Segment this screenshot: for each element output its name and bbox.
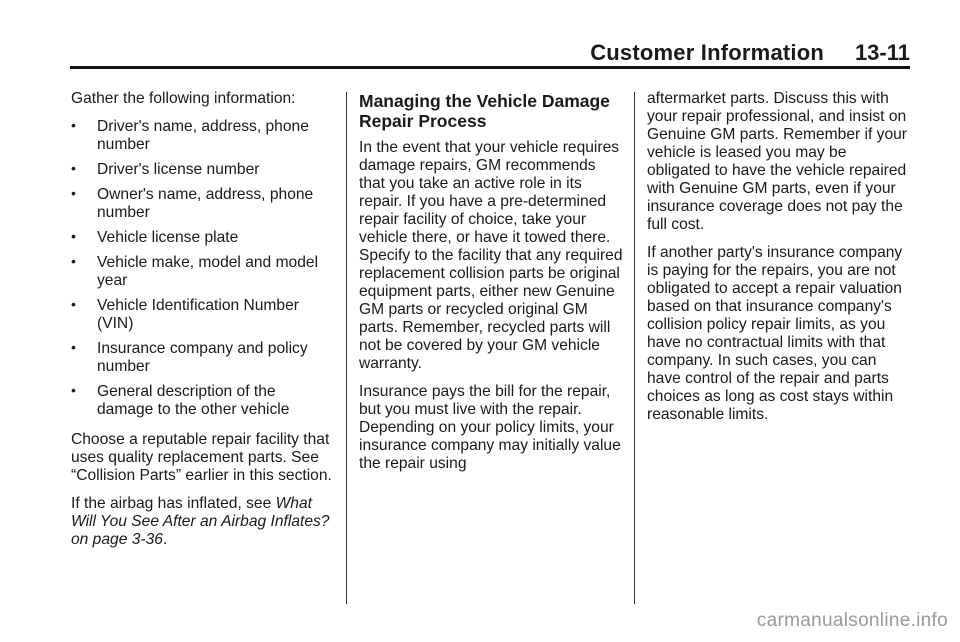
paragraph: If the airbag has inflated, see What Will You See After an Airbag Inflates? on page 3-36. — [71, 495, 330, 548]
column-divider — [634, 92, 635, 604]
paragraph: If another party's insurance company is paying for the repairs, you are not obligated to accept a repair valuation based on that insurance company's collision policy repair limits, as you have no contractual limits with that company. In such cases, you can have control of the repair and parts choices as long as cost stays within reasonable limits. — [647, 244, 903, 423]
paragraph: Choose a reputable repair facility that uses quality replacement parts. See “Collision Parts” earlier in this section. — [71, 431, 332, 484]
list-item: • Driver's license number — [71, 160, 260, 178]
intro-text: Gather the following information: — [71, 90, 296, 107]
column-right — [647, 90, 913, 434]
column-divider — [346, 92, 347, 604]
column-middle — [359, 90, 625, 483]
bullet-icon: • — [71, 339, 76, 355]
list-item: • Owner's name, address, phone number — [71, 185, 314, 221]
column-left — [71, 90, 333, 559]
paragraph: aftermarket parts. Discuss this with your repair professional, and insist on Genuine GM parts. Remember if your vehicle is leased you may be obligated to have the vehicle repaired with Genuine GM parts, even if your insurance coverage does not pay the full cost. — [647, 90, 907, 233]
section-title: Customer Information — [590, 40, 824, 65]
list-item: • Driver's name, address, phone number — [71, 117, 309, 153]
section-heading: Managing the Vehicle Damage Repair Process — [359, 91, 610, 131]
list-item: • Insurance company and policy number — [71, 339, 308, 375]
list-item: • Vehicle license plate — [71, 228, 239, 246]
list-item: • General description of the damage to the other vehicle — [71, 382, 290, 418]
cross-reference-link[interactable]: What Will You See After an Airbag Inflates? on page 3-36 — [71, 495, 330, 548]
bullet-icon: • — [71, 117, 76, 133]
information-list — [71, 118, 333, 419]
watermark: carmanualsonline.info — [756, 610, 948, 631]
list-item: • Vehicle Identification Number (VIN) — [71, 296, 299, 332]
bullet-icon: • — [71, 185, 76, 201]
bullet-icon: • — [71, 228, 76, 244]
paragraph: In the event that your vehicle requires damage repairs, GM recommends that you take an active role in its repair. If you have a pre-determined repair facility of choice, take your vehicle there, or have it towed there. Specify to the facility that any required replacement collision parts be original equipment parts, either new Genuine GM parts or recycled original GM parts. Remember, recycled parts will not be covered by your GM vehicle warranty. — [359, 139, 623, 372]
page-header — [70, 32, 910, 64]
header-rule — [70, 66, 910, 69]
bullet-icon: • — [71, 382, 76, 398]
page-number: 13-11 — [854, 40, 910, 65]
bullet-icon: • — [71, 296, 76, 312]
bullet-icon: • — [71, 160, 76, 176]
list-item: • Vehicle make, model and model year — [71, 253, 319, 289]
bullet-icon: • — [71, 253, 76, 269]
paragraph: Insurance pays the bill for the repair, but you must live with the repair. Depending on your policy limits, your insurance company may initially value the repair using — [359, 383, 621, 472]
